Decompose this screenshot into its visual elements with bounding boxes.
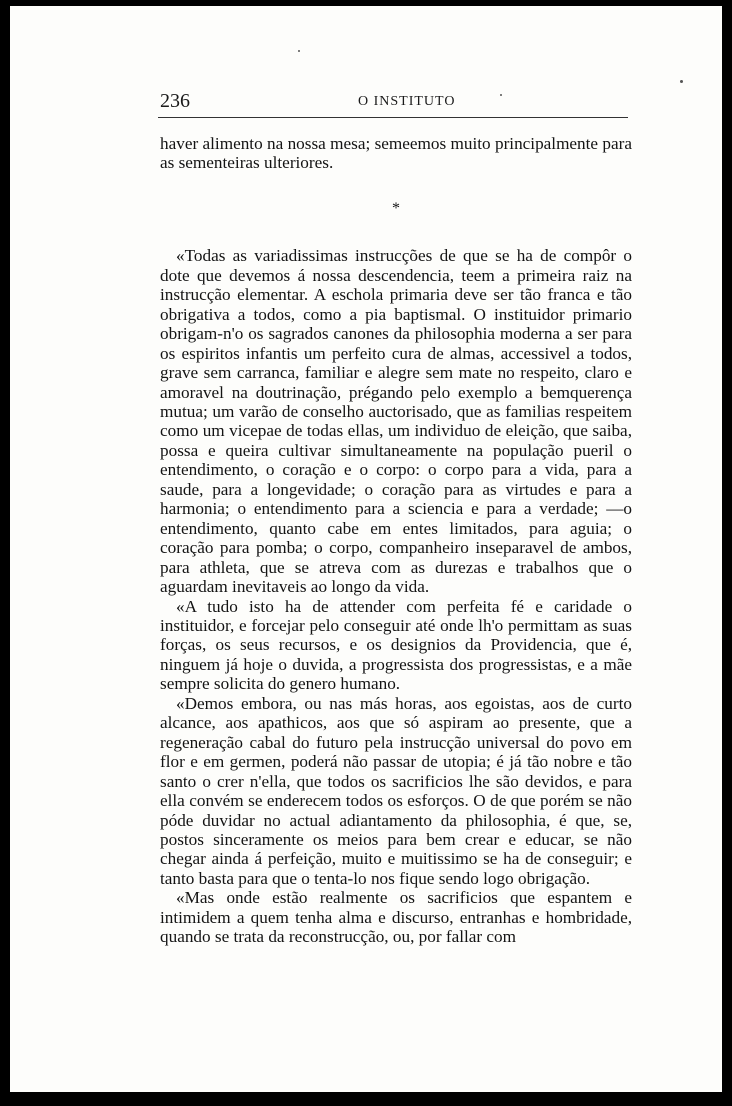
book-page [10,6,722,1092]
section-separator: * [392,199,400,217]
paragraph: «A tudo isto ha de attender com perfeita fé e caridade o instituidor, e forcejar pelo conseguir até onde lh'o permittam as suas forças, os seus recursos, e os designios da Providencia, que é, ninguem já hoje o duvida, a progressista dos progressistas, e a mãe sempre solicita do genero humano. [160,596,632,694]
header-rule [158,117,628,118]
paper-speck [298,50,300,52]
paragraph: «Demos embora, ou nas más horas, aos egoistas, aos de curto alcance, aos apathicos, aos que só aspiram ao presente, que a regeneração cabal do futuro pela instrucção universal do povo em flor e em germen, poderá não passar de utopia; é já tão nobre e tão santo o crer n'ella, que todos os sacrificios lhe são devidos, e para ella convém se enderecem todos os esforços. O de que porém se não póde duvidar no actual adiantamento da philosophia, é que, se, postos sinceramente os meios para bem crear e educar, se não chegar ainda á perfeição, muito e muitissimo se ha de conseguir; e tanto basta para que o tenta-lo nos fique sendo logo obrigação. [160,693,632,888]
page-header [160,90,640,114]
paper-speck [500,94,502,96]
body-text [160,134,632,947]
page-number: 236 [160,90,190,112]
paragraph: «Mas onde estão realmente os sacrificios que espantem e intimidem a quem tenha alma e discurso, entranhas e hombridade, quando se trata da reconstrucção, ou, por fallar com [160,888,632,947]
paragraph: «Todas as variadissimas instrucções de que se ha de compôr o dote que devemos á nossa descendencia, teem a primeira raiz na instrucção elementar. A eschola primaria deve ser tão franca e tão obrigativa a todos, como a pia baptismal. O instituidor primario obrigam-n'o os sagrados canones da philosophia moderna a ser para os espiritos infantis um perfeito cura de almas, accessivel a todos, grave sem carranca, familiar e alegre sem mate no respeito, claro e amoravel na doutrinação, prégando pelo exemplo a bemquerença mutua; um varão de conselho auctorisado, que as familias respeitem como um vicepae de todas ellas, um individuo de eleição, que saiba, possa e queira cultivar simultaneamente na população pueril o entendimento, o coração e o corpo: o corpo para a vida, para a saude, para a longevidade; o coração para as virtudes e para a harmonia; o entendimento para a sciencia e para a verdade; —o entendimento, quanto cabe em entes limitados, para aguia; o coração para pomba; o corpo, companheiro inseparavel de ambos, para athleta, que se atreva com as durezas e trabalhos que o aguardam inevitaveis ao longo da vida. [160,246,632,597]
opening-paragraph: haver alimento na nossa mesa; semeemos muito principalmente para as sementeiras ulteriores. [160,134,632,173]
paper-speck [680,80,683,83]
running-title: O INSTITUTO [358,94,456,109]
